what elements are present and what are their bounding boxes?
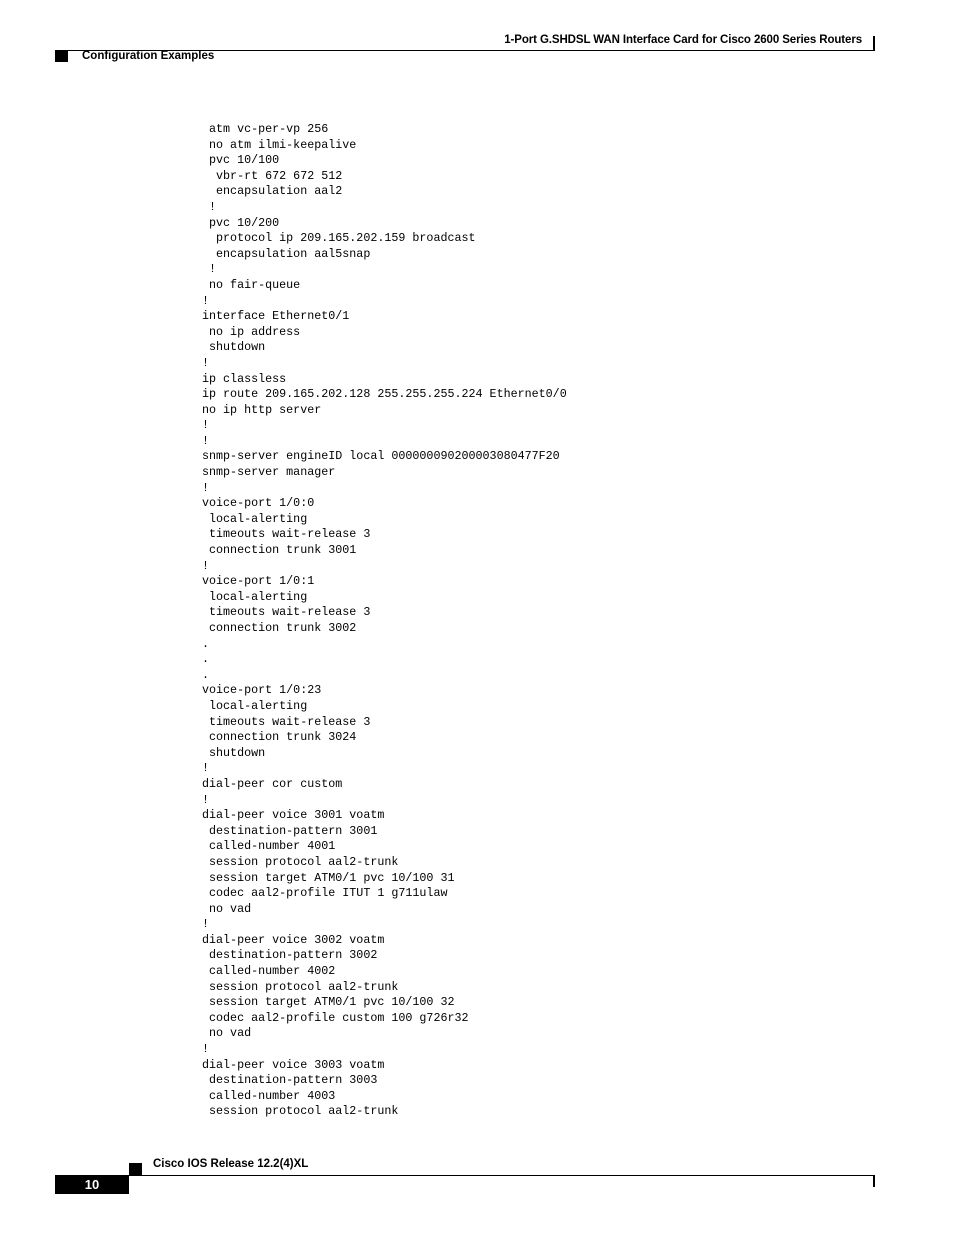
code-line: .	[202, 652, 210, 667]
code-line: timeouts wait-release 3	[202, 527, 371, 542]
code-line: encapsulation aal2	[202, 184, 343, 199]
code-line: local-alerting	[202, 698, 308, 713]
code-line: no vad	[202, 901, 252, 916]
code-line: called-number 4001	[202, 839, 336, 854]
code-line: .	[202, 667, 210, 682]
code-line: codec aal2-profile custom 100 g726r32	[202, 1010, 469, 1025]
code-line: no ip http server	[202, 402, 322, 417]
code-line: voice-port 1/0:1	[202, 574, 315, 589]
code-line: !	[202, 199, 217, 214]
code-line: vbr-rt 672 672 512	[202, 168, 343, 183]
code-line: snmp-server manager	[202, 465, 336, 480]
code-line: encapsulation aal5snap	[202, 246, 371, 261]
code-line: voice-port 1/0:0	[202, 496, 315, 511]
code-line: !	[202, 355, 210, 370]
code-line: session protocol aal2-trunk	[202, 979, 399, 994]
release-label: Cisco IOS Release 12.2(4)XL	[153, 1158, 309, 1170]
code-line: shutdown	[202, 340, 266, 355]
code-line: destination-pattern 3002	[202, 948, 378, 963]
code-line: ip route 209.165.202.128 255.255.255.224 Ethernet0/0	[202, 387, 567, 402]
code-line: !	[202, 433, 210, 448]
code-line: snmp-server engineID local 000000090200003080477F20	[202, 449, 560, 464]
code-line: !	[202, 1042, 210, 1057]
code-line: !	[202, 480, 210, 495]
footer-rule-tick	[873, 1175, 875, 1187]
code-line: interface Ethernet0/1	[202, 309, 350, 324]
code-line: dial-peer voice 3001 voatm	[202, 808, 385, 823]
code-line: .	[202, 636, 210, 651]
configuration-code-block	[202, 122, 567, 1120]
code-line: !	[202, 293, 210, 308]
code-line: !	[202, 761, 210, 776]
code-line: pvc 10/100	[202, 153, 280, 168]
code-line: !	[202, 792, 210, 807]
code-line: ip classless	[202, 371, 287, 386]
code-line: no atm ilmi-keepalive	[202, 137, 357, 152]
code-line: session protocol aal2-trunk	[202, 854, 399, 869]
code-line: destination-pattern 3001	[202, 823, 378, 838]
code-line: !	[202, 262, 217, 277]
code-line: called-number 4003	[202, 1088, 336, 1103]
code-line: shutdown	[202, 745, 266, 760]
code-line: local-alerting	[202, 511, 308, 526]
code-line: timeouts wait-release 3	[202, 714, 371, 729]
code-line: connection trunk 3024	[202, 730, 357, 745]
code-line: atm vc-per-vp 256	[202, 122, 329, 136]
code-line: session protocol aal2-trunk	[202, 1104, 399, 1119]
section-title: Configuration Examples	[82, 50, 215, 62]
code-line: destination-pattern 3003	[202, 1073, 378, 1088]
code-line: !	[202, 558, 210, 573]
code-line: !	[202, 917, 210, 932]
code-line: connection trunk 3002	[202, 621, 357, 635]
code-line: voice-port 1/0:23	[202, 683, 322, 698]
header-section-marker	[55, 50, 68, 62]
code-line: no ip address	[202, 324, 301, 339]
code-line: local-alerting	[202, 589, 308, 604]
code-line: connection trunk 3001	[202, 543, 357, 558]
code-line: session target ATM0/1 pvc 10/100 32	[202, 995, 455, 1010]
code-line: dial-peer voice 3002 voatm	[202, 932, 385, 947]
code-line: pvc 10/200	[202, 215, 280, 230]
code-line: protocol ip 209.165.202.159 broadcast	[202, 231, 476, 246]
code-line: called-number 4002	[202, 964, 336, 979]
code-line: dial-peer cor custom	[202, 776, 343, 791]
code-line: codec aal2-profile ITUT 1 g711ulaw	[202, 886, 448, 901]
document-title: 1-Port G.SHDSL WAN Interface Card for Cisco 2600 Series Routers	[504, 34, 862, 46]
code-line: session target ATM0/1 pvc 10/100 31	[202, 870, 455, 885]
footer-release-marker	[129, 1163, 142, 1175]
code-line: no vad	[202, 1026, 252, 1041]
footer-rule	[55, 1175, 875, 1176]
code-line: no fair-queue	[202, 277, 301, 292]
code-line: dial-peer voice 3003 voatm	[202, 1057, 385, 1072]
page-number: 10	[55, 1175, 129, 1194]
header-rule-tick	[873, 36, 875, 50]
code-line: timeouts wait-release 3	[202, 605, 371, 620]
code-line: !	[202, 418, 210, 433]
